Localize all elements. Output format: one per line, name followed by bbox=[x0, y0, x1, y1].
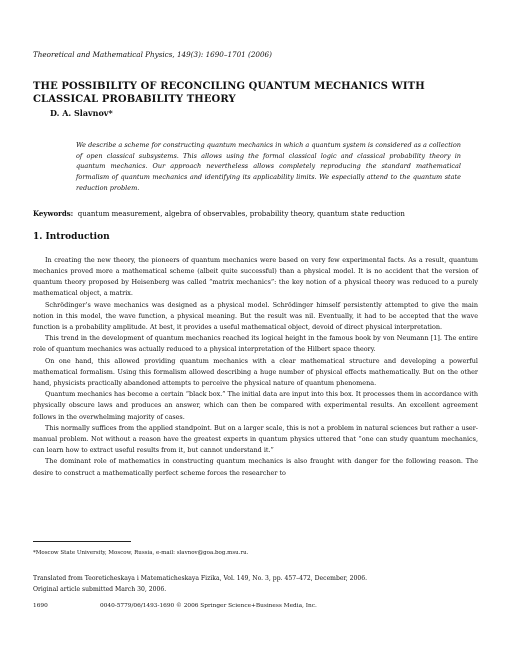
translation-source: Translated from Teoreticheskaya i Matematicheskaya Fizika, Vol. 149, No. 3, pp. 457–472, December, 2006. bbox=[33, 575, 368, 582]
keywords-line bbox=[33, 209, 483, 218]
paper-title: THE POSSIBILITY OF RECONCILING QUANTUM MECHANICS WITH CLASSICAL PROBABILITY THEORY bbox=[33, 81, 425, 105]
paragraph: The dominant role of mathematics in constructing quantum mechanics is also fraught with danger for the following reason. The desire to construct a mathematically perfect scheme forces the researcher to bbox=[33, 457, 478, 477]
body-text bbox=[33, 255, 478, 479]
paragraph: On one hand, this allowed providing quantum mechanics with a clear mathematical structure and developing a powerful mathematical formalism. Using this formalism allowed describing a huge number of physical effects mathematically. But on the other hand, physicists practically abandoned attempts to perceive the physical nature of quantum phenomena. bbox=[33, 356, 478, 387]
page-number: 1690 bbox=[33, 603, 48, 609]
author-footnote: *Moscow State University, Moscow, Russia, e-mail: slavnov@goa.bog.msu.ru. bbox=[33, 550, 249, 556]
paragraph: Schrödinger’s wave mechanics was designed as a physical model. Schrödinger himself persistently attempted to give the main notion in this model, the wave function, a physical meaning. But the result was nil. Eventually, it had to be accepted that the wave function is a probability amplitude. At best, it provides a useful mathematical object, devoid of direct physical interpretation. bbox=[33, 300, 478, 331]
author-name: D. A. Slavnov* bbox=[50, 108, 113, 118]
journal-citation: Theoretical and Mathematical Physics, 149(3): 1690–1701 (2006) bbox=[33, 50, 272, 59]
paragraph: This trend in the development of quantum mechanics reached its logical height in the famous book by von Neumann [1]. The entire role of quantum mechanics was actually reduced to a physical interpretation of the Hilbert space theory. bbox=[33, 334, 478, 354]
keywords-label: Keywords: bbox=[33, 209, 74, 218]
section-heading: 1. Introduction bbox=[33, 232, 110, 242]
submission-date: Original article submitted March 30, 2006. bbox=[33, 586, 167, 594]
translation-note bbox=[33, 573, 478, 595]
paragraph: Quantum mechanics has become a certain “black box.” The initial data are input into this box. It processes them in accordance with physically obscure laws and produces an answer, which can then be compared with experimental results. An excellent agreement follows in the overwhelming majority of cases. bbox=[33, 390, 478, 421]
copyright-line: 0040-5779/06/1493-1690 © 2006 Springer Science+Business Media, Inc. bbox=[100, 603, 317, 609]
keywords-text: quantum measurement, algebra of observables, probability theory, quantum state reduction bbox=[77, 210, 405, 218]
abstract: We describe a scheme for constructing quantum mechanics in which a quantum system is considered as a collection of open classical subsystems. This allows using the formal classical logic and classical probability theory in quantum mechanics. Our approach nevertheless allows completely reproducing the standard mathematical formalism of quantum mechanics and identifying its applicability limits. We especially attend to the quantum state reduction problem. bbox=[76, 141, 461, 192]
paragraph: This normally suffices from the applied standpoint. But on a larger scale, this is not a problem in natural sciences but rather a user-manual problem. Not without a reason have the greatest experts in quantum physics uttered that “one can study quantum mechanics, can learn how to extract useful results from it, but cannot understand it.” bbox=[33, 423, 478, 455]
footnote-rule bbox=[33, 541, 131, 542]
paragraph: In creating the new theory, the pioneers of quantum mechanics were based on very few experimental facts. As a result, quantum mechanics proved more a mathematical scheme (albeit quite successful) than a physical model. It is no accident that the version of quantum theory proposed by Heisenberg was called “matrix mechanics”: the key notion of a physical theory was reduced to a purely mathematical object, a matrix. bbox=[33, 256, 478, 298]
